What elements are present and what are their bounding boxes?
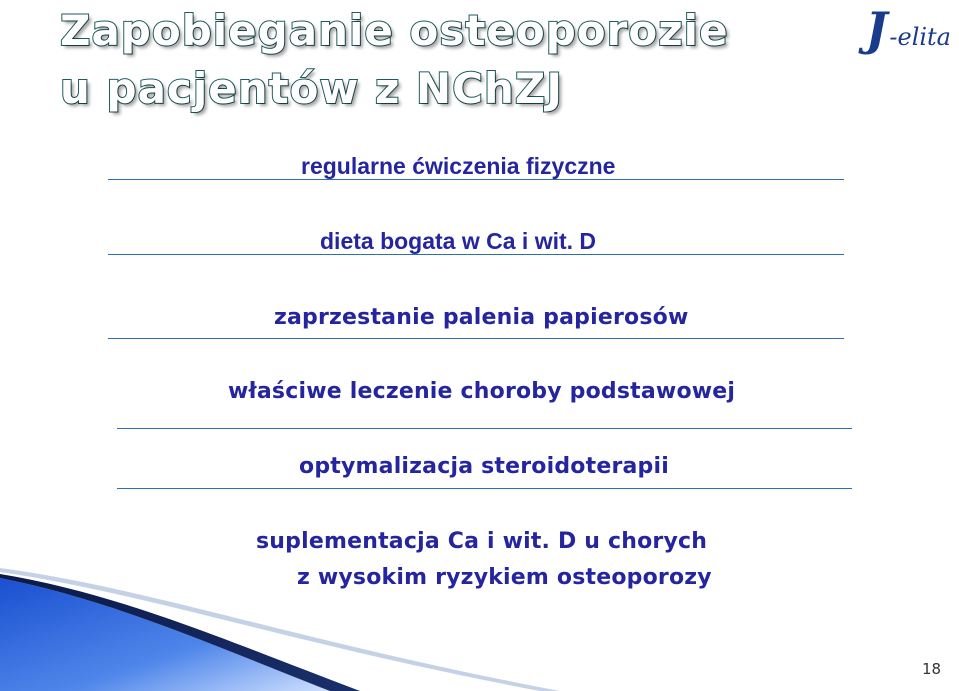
divider-line	[108, 179, 844, 180]
slide-title	[60, 2, 729, 118]
list-item-text: regularne ćwiczenia fizyczne	[301, 153, 616, 179]
list-item-text: właściwe leczenie choroby podstawowej	[228, 379, 736, 404]
decorative-swoosh	[0, 560, 560, 691]
logo-rest: -elita	[889, 23, 951, 51]
list-item-text: optymalizacja steroidoterapii	[299, 454, 669, 479]
list-item-text: dieta bogata w Ca i wit. D	[320, 228, 597, 254]
slide-title-line2: u pacjentów z NChZJ	[60, 64, 563, 113]
divider-line	[117, 488, 852, 489]
divider-line	[108, 338, 844, 339]
divider-line	[117, 428, 852, 429]
slide-title-line1: Zapobieganie osteoporozie	[60, 6, 729, 55]
list-item-text: zaprzestanie palenia papierosów	[274, 305, 689, 330]
list-item-text-line2: z wysokim ryzykiem osteoporozy	[297, 565, 712, 590]
logo-initial: J	[865, 2, 888, 56]
page-number: 18	[922, 660, 942, 678]
divider-line	[108, 254, 844, 255]
list-item-text-line1: suplementacja Ca i wit. D u chorych	[256, 529, 708, 554]
j-elita-logo	[866, 2, 951, 56]
